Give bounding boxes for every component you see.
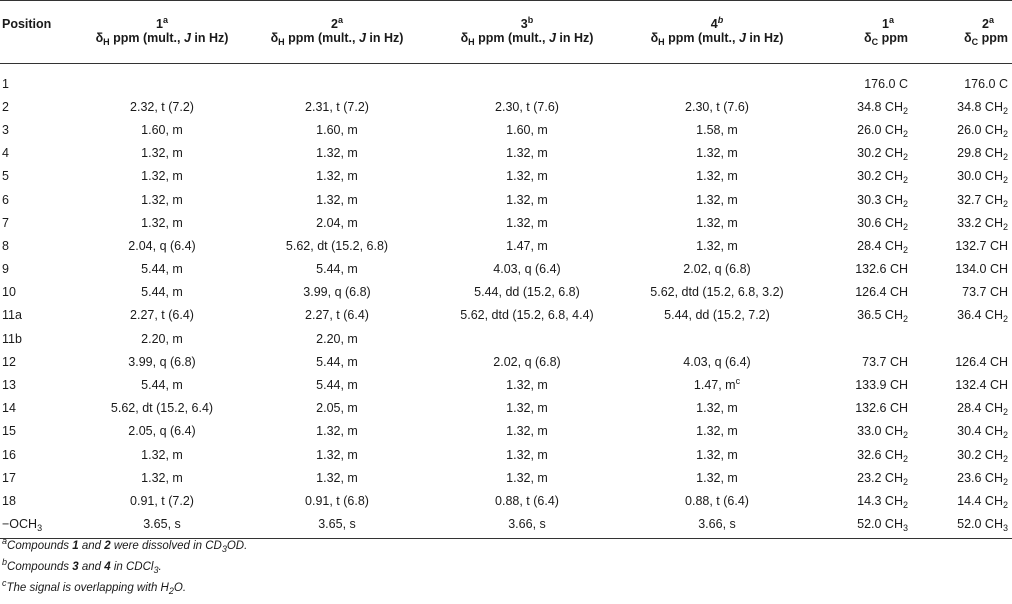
c-shift-cell: 14.4 $CH_2$ bbox=[957, 493, 1008, 510]
table-row bbox=[0, 211, 1012, 234]
position-cell: 3 bbox=[2, 122, 9, 137]
table-row bbox=[0, 64, 1012, 96]
h-shift-cell bbox=[622, 64, 812, 96]
table-row bbox=[0, 513, 1012, 539]
c-shift-cell: 26.0 $CH_2$ bbox=[957, 122, 1008, 139]
h-shift-cell bbox=[432, 327, 622, 350]
h-shift-cell: 1.32, m bbox=[316, 169, 358, 184]
h-shift-cell: 1.32, m bbox=[696, 146, 738, 161]
h-shift-cell: 1.32, m bbox=[506, 424, 548, 439]
c-shift-cell: 30.4 $CH_2$ bbox=[957, 424, 1008, 441]
h-shift-cell: 2.05, q (6.4) bbox=[128, 424, 196, 439]
h-shift-cell: 1.32, m bbox=[141, 447, 183, 462]
h-shift-cell: 5.62, dtd (15.2, 6.8, 3.2) bbox=[650, 285, 784, 300]
c-shift-cell: 73.7 CH bbox=[862, 354, 908, 369]
c-shift-cell: 132.6 CH bbox=[855, 401, 908, 416]
c-shift-cell: 26.0 $CH_2$ bbox=[857, 122, 908, 139]
c-shift-cell: 133.9 CH bbox=[855, 378, 908, 393]
table-row bbox=[0, 350, 1012, 373]
c-shift-cell: 126.4 CH bbox=[955, 354, 1008, 369]
h-shift-cell: 1.32, m bbox=[506, 169, 548, 184]
compound-header: 2$^a$ bbox=[331, 15, 343, 31]
header-row-units bbox=[0, 31, 1012, 64]
table-row bbox=[0, 304, 1012, 327]
h-shift-cell: 1.32, m bbox=[506, 378, 548, 393]
h-shift-cell: 1.32, m bbox=[506, 146, 548, 161]
c-shift-cell: 30.2 $CH_2$ bbox=[957, 447, 1008, 464]
c-shift-cell: 32.6 $CH_2$ bbox=[857, 447, 908, 464]
h-shift-cell: 1.32, m bbox=[696, 192, 738, 207]
position-cell: 14 bbox=[2, 401, 16, 416]
h-shift-cell: 0.91, t (7.2) bbox=[130, 493, 194, 508]
c-shift-cell: 14.3 $CH_2$ bbox=[857, 493, 908, 510]
h-shift-cell: 3.65, s bbox=[242, 513, 432, 539]
position-cell: 16 bbox=[2, 447, 16, 462]
c-shift-cell bbox=[812, 327, 912, 350]
table-row bbox=[0, 118, 1012, 141]
h-shift-cell: 0.88, t (6.4) bbox=[685, 493, 749, 508]
compound-header: 1$^a$ bbox=[882, 15, 894, 31]
table-row bbox=[0, 281, 1012, 304]
h-shift-cell: 1.60, m bbox=[506, 122, 548, 137]
h-shift-cell: 5.62, dt (15.2, 6.4) bbox=[110, 401, 214, 416]
h-shift-cell: 5.44, m bbox=[316, 354, 358, 369]
h-shift-cell: 5.44, dd (15.2, 7.2) bbox=[664, 308, 770, 323]
c-shift-cell: 32.7 $CH_2$ bbox=[957, 192, 1008, 209]
c-shift-cell: 28.4 $CH_2$ bbox=[857, 238, 908, 255]
position-cell: 6 bbox=[2, 192, 9, 207]
h-shift-cell: 1.32, m bbox=[696, 447, 738, 462]
h-shift-cell: 1.32, m bbox=[506, 470, 548, 485]
h-shift-cell: 5.44, m bbox=[316, 378, 358, 393]
table-row bbox=[0, 443, 1012, 466]
h-shift-cell: 5.62, dtd (15.2, 6.8, 4.4) bbox=[460, 308, 594, 323]
h-shift-cell: 1.32, m bbox=[696, 401, 738, 416]
c-shift-cell: 134.0 CH bbox=[955, 262, 1008, 277]
unit-header: $\delta_H$ ppm (mult., J in Hz) bbox=[242, 31, 432, 64]
c-shift-cell: 33.2 $CH_2$ bbox=[957, 215, 1008, 232]
table-row bbox=[0, 188, 1012, 211]
table-row bbox=[0, 489, 1012, 512]
c-shift-cell: 176.0 C bbox=[964, 76, 1008, 91]
h-shift-cell: 1.32, m bbox=[141, 192, 183, 207]
c-shift-cell: 73.7 CH bbox=[962, 285, 1008, 300]
table-row bbox=[0, 142, 1012, 165]
table-row bbox=[0, 466, 1012, 489]
unit-header: $\delta_H$ ppm (mult., J in Hz) bbox=[432, 31, 622, 64]
position-header: Position bbox=[2, 17, 52, 31]
h-shift-cell: 1.32, m bbox=[506, 401, 548, 416]
h-shift-cell: 1.32, m bbox=[141, 169, 183, 184]
footnote-c: $^c$The signal is overlapping with $H_2O$. bbox=[2, 578, 187, 596]
position-cell: 10 bbox=[2, 285, 16, 300]
c-shift-cell: 52.0 $CH_3$ bbox=[812, 513, 912, 539]
c-shift-cell: 34.8 $CH_2$ bbox=[957, 99, 1008, 116]
compound-header: 2$^a$ bbox=[982, 15, 994, 31]
c-shift-cell: 36.4 $CH_2$ bbox=[957, 308, 1008, 325]
c-shift-cell: 23.6 $CH_2$ bbox=[957, 470, 1008, 487]
h-shift-cell: 1.47, m bbox=[506, 238, 548, 253]
h-shift-cell: 2.27, t (6.4) bbox=[130, 308, 194, 323]
compound-header: 4$^b$ bbox=[710, 15, 724, 31]
position-cell: $-OCH_3$ bbox=[0, 513, 82, 539]
compound-header: 1$^a$ bbox=[156, 15, 168, 31]
position-cell: 4 bbox=[2, 146, 9, 161]
h-shift-cell: 2.04, q (6.4) bbox=[128, 238, 196, 253]
h-shift-cell: 0.88, t (6.4) bbox=[495, 493, 559, 508]
h-shift-cell: 2.20, m bbox=[316, 331, 358, 346]
c-shift-cell: 132.6 CH bbox=[855, 262, 908, 277]
h-shift-cell: 1.60, m bbox=[316, 122, 358, 137]
h-shift-cell: 2.30, t (7.6) bbox=[685, 99, 749, 114]
h-shift-cell: 1.58, m bbox=[696, 122, 738, 137]
h-shift-cell: 1.32, m bbox=[316, 447, 358, 462]
table-row bbox=[0, 397, 1012, 420]
c-shift-cell: 33.0 $CH_2$ bbox=[857, 424, 908, 441]
table-row bbox=[0, 165, 1012, 188]
table-row bbox=[0, 420, 1012, 443]
h-shift-cell: 1.32, m bbox=[141, 215, 183, 230]
header-row-compounds bbox=[0, 1, 1012, 32]
h-shift-cell: 5.44, dd (15.2, 6.8) bbox=[474, 285, 580, 300]
c-shift-cell: 52.0 $CH_3$ bbox=[912, 513, 1012, 539]
position-cell: 15 bbox=[2, 424, 16, 439]
empty-header-cell bbox=[0, 31, 82, 64]
h-shift-cell: 4.03, q (6.4) bbox=[493, 262, 561, 277]
c-shift-cell: 30.3 $CH_2$ bbox=[857, 192, 908, 209]
h-shift-cell: 2.32, t (7.2) bbox=[130, 99, 194, 114]
h-shift-cell: 1.32, m bbox=[696, 215, 738, 230]
h-shift-cell: 5.44, m bbox=[141, 378, 183, 393]
h-shift-cell: 1.32, m bbox=[696, 238, 738, 253]
h-shift-cell: 2.02, q (6.8) bbox=[493, 354, 561, 369]
c-shift-cell: 34.8 $CH_2$ bbox=[857, 99, 908, 116]
h-shift-cell bbox=[622, 327, 812, 350]
table-row bbox=[0, 234, 1012, 257]
position-cell: 11a bbox=[2, 308, 22, 323]
h-shift-cell: 1.32, m bbox=[316, 192, 358, 207]
h-shift-cell: 2.04, m bbox=[316, 215, 358, 230]
position-cell: 17 bbox=[2, 470, 16, 485]
c-shift-cell: 30.2 $CH_2$ bbox=[857, 146, 908, 163]
position-cell: 13 bbox=[2, 378, 16, 393]
h-shift-cell: 3.65, s bbox=[82, 513, 242, 539]
h-shift-cell: 3.66, s bbox=[622, 513, 812, 539]
h-shift-cell: 2.27, t (6.4) bbox=[305, 308, 369, 323]
h-shift-cell: 4.03, q (6.4) bbox=[683, 354, 751, 369]
h-shift-cell: 5.44, m bbox=[141, 262, 183, 277]
c-shift-cell: 23.2 $CH_2$ bbox=[857, 470, 908, 487]
h-shift-cell: 1.32, m bbox=[316, 470, 358, 485]
unit-header: $\delta_H$ ppm (mult., J in Hz) bbox=[622, 31, 812, 64]
h-shift-cell: 2.05, m bbox=[316, 401, 358, 416]
h-shift-cell: 1.32, m bbox=[506, 447, 548, 462]
h-shift-cell: 3.66, s bbox=[432, 513, 622, 539]
c-shift-cell: 28.4 $CH_2$ bbox=[957, 401, 1008, 418]
h-shift-cell bbox=[82, 64, 242, 96]
h-shift-cell: 1.32, m bbox=[141, 146, 183, 161]
table-row bbox=[0, 373, 1012, 396]
c-shift-cell: 30.2 $CH_2$ bbox=[857, 169, 908, 186]
c-shift-cell: 29.8 $CH_2$ bbox=[957, 146, 1008, 163]
h-shift-cell: 3.99, q (6.8) bbox=[128, 354, 196, 369]
position-cell: 18 bbox=[2, 493, 16, 508]
c-shift-cell: 132.7 CH bbox=[955, 238, 1008, 253]
h-shift-cell: 2.31, t (7.2) bbox=[305, 99, 369, 114]
h-shift-cell: 1.32, m bbox=[316, 424, 358, 439]
position-cell: 5 bbox=[2, 169, 9, 184]
position-cell: 11b bbox=[2, 331, 22, 346]
position-cell: 9 bbox=[2, 262, 9, 277]
h-shift-cell: 1.32, m bbox=[696, 424, 738, 439]
footnote-a: $^a$Compounds 1 and 2 were dissolved in $CD_3OD$. bbox=[2, 536, 248, 554]
h-shift-cell: 1.32, m bbox=[506, 215, 548, 230]
position-cell: 2 bbox=[2, 99, 9, 114]
position-cell: 8 bbox=[2, 238, 9, 253]
c-shift-cell: 30.0 $CH_2$ bbox=[957, 169, 1008, 186]
h-shift-cell: 1.32, m bbox=[506, 192, 548, 207]
h-shift-cell: 5.44, m bbox=[316, 262, 358, 277]
h-shift-cell: 5.44, m bbox=[141, 285, 183, 300]
h-shift-cell: 1.47, $m^c$ bbox=[693, 376, 741, 393]
c-shift-cell: 30.6 $CH_2$ bbox=[857, 215, 908, 232]
unit-header: $\delta_C$ ppm bbox=[912, 31, 1012, 64]
table-row bbox=[0, 95, 1012, 118]
position-cell: 1 bbox=[2, 76, 9, 91]
h-shift-cell: 1.32, m bbox=[696, 470, 738, 485]
h-shift-cell: 0.91, t (6.8) bbox=[305, 493, 369, 508]
c-shift-cell: 132.4 CH bbox=[955, 378, 1008, 393]
table-row bbox=[0, 327, 1012, 350]
unit-header: $\delta_C$ ppm bbox=[812, 31, 912, 64]
compound-header: 3$^b$ bbox=[520, 15, 534, 31]
c-shift-cell: 126.4 CH bbox=[855, 285, 908, 300]
position-cell: 12 bbox=[2, 354, 16, 369]
h-shift-cell: 2.30, t (7.6) bbox=[495, 99, 559, 114]
h-shift-cell: 1.32, m bbox=[141, 470, 183, 485]
h-shift-cell: 1.32, m bbox=[696, 169, 738, 184]
c-shift-cell bbox=[912, 327, 1012, 350]
h-shift-cell: 5.62, dt (15.2, 6.8) bbox=[285, 238, 389, 253]
h-shift-cell: 3.99, q (6.8) bbox=[303, 285, 371, 300]
h-shift-cell bbox=[242, 64, 432, 96]
c-shift-cell: 176.0 C bbox=[864, 76, 908, 91]
h-shift-cell bbox=[432, 64, 622, 96]
h-shift-cell: 1.32, m bbox=[316, 146, 358, 161]
h-shift-cell: 2.20, m bbox=[141, 331, 183, 346]
footnote-b: $^b$Compounds 3 and 4 in CDCl$_3$. bbox=[2, 557, 162, 575]
unit-header: $\delta_H$ ppm (mult., J in Hz) bbox=[82, 31, 242, 64]
c-shift-cell: 36.5 $CH_2$ bbox=[857, 308, 908, 325]
h-shift-cell: 1.60, m bbox=[141, 122, 183, 137]
position-cell: 7 bbox=[2, 215, 9, 230]
h-shift-cell: 2.02, q (6.8) bbox=[683, 262, 751, 277]
table-row bbox=[0, 258, 1012, 281]
